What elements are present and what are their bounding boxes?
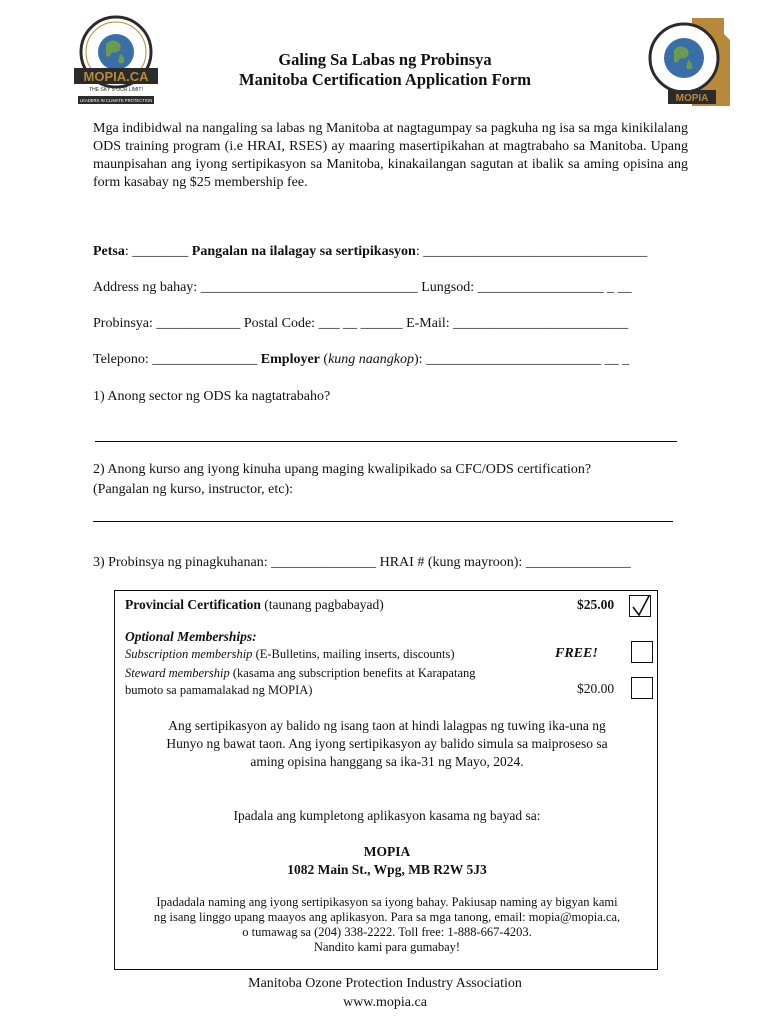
question-1: 1) Anong sector ng ODS ka nagtatrabaho? bbox=[93, 389, 331, 404]
page-title-line1: Galing Sa Labas ng Probinsya bbox=[278, 50, 492, 69]
closing-line-2: ng isang linggo upang maayos ang aplikasyon. Para sa mga tanong, email: mopia@mopia.ca, bbox=[153, 910, 621, 924]
probinsya-pinagkuhanan-field[interactable]: _______________ bbox=[271, 555, 377, 570]
question-3-row bbox=[93, 555, 631, 571]
validity-line-3: aming opisina hanggang sa ika-31 ng Mayo, 2024. bbox=[250, 754, 524, 769]
pangalan-field[interactable]: ________________________________ bbox=[423, 244, 648, 259]
subscription-row bbox=[125, 647, 455, 662]
optional-memberships-heading: Optional Memberships: bbox=[125, 629, 257, 644]
intro-paragraph: Mga indibidwal na nangaling sa labas ng Manitoba at nagtagumpay sa pagkuha ng isa sa mga kinikilalang ODS training program (i.e HRAI, RSES) ay maaring masertipikahan at magtrabaho sa Manitoba. Upang maunpisahan ang iyong sertipikasyon sa Manitoba, kinakailangan sagutan at ibalik sa aming opisina ang form kasabay ng $25 membership fee. bbox=[93, 121, 688, 190]
steward-checkbox[interactable] bbox=[631, 677, 653, 699]
hrai-label: HRAI # (kung mayroon): bbox=[379, 555, 523, 570]
provincial-cert-row bbox=[125, 597, 384, 613]
address-label: Address ng bahay: bbox=[93, 280, 198, 295]
address-name: MOPIA bbox=[363, 844, 411, 859]
left-logo-tagline: THE SKY'S OUR LIMIT! bbox=[89, 87, 143, 93]
probinsya-pinagkuhanan-label: 3) Probinsya ng pinagkuhanan: bbox=[93, 555, 268, 570]
provincial-cert-checkbox[interactable] bbox=[629, 595, 651, 617]
employer-field[interactable]: _________________________ __ _ bbox=[426, 352, 630, 367]
postal-code-label: Postal Code: bbox=[243, 316, 316, 331]
petsa-pangalan-row: Petsa: ________ Pangalan na ilalagay sa sertipikasyon: ________________________________ bbox=[93, 244, 648, 259]
probinsya-label: Probinsya: bbox=[93, 316, 153, 331]
subscription-label: Subscription membership bbox=[125, 647, 253, 661]
subscription-price: FREE! bbox=[555, 646, 598, 661]
employer-note: kung naangkop bbox=[328, 352, 414, 367]
lungsod-field[interactable]: __________________ _ __ bbox=[477, 280, 632, 295]
steward-note: (kasama ang subscription benefits at Karapatang bbox=[232, 666, 476, 680]
postal-code-field[interactable]: ___ __ ______ bbox=[318, 316, 403, 331]
petsa-field[interactable]: ________ bbox=[132, 244, 189, 259]
email-label: E-Mail: bbox=[406, 316, 450, 331]
question-2-line2: (Pangalan ng kurso, instructor, etc): bbox=[93, 482, 294, 497]
validity-line-1: Ang sertipikasyon ay balido ng isang taon at hindi lalagpas ng tuwing ika-una ng bbox=[168, 718, 606, 733]
question-2-answer-line[interactable] bbox=[93, 521, 673, 522]
address-row bbox=[93, 280, 632, 296]
steward-note-2: bumoto sa pamamalakad ng MOPIA) bbox=[125, 683, 313, 697]
validity-line-2: Hunyo ng bawat taon. Ang iyong sertipikasyon ay balido simula sa maiproseso sa bbox=[166, 736, 608, 751]
closing-line-4: Nandito kami para gumabay! bbox=[313, 940, 461, 954]
email-field[interactable]: _________________________ bbox=[453, 316, 629, 331]
hrai-field[interactable]: _______________ bbox=[525, 555, 631, 570]
provincial-cert-label: Provincial Certification bbox=[125, 597, 261, 612]
footer-org: Manitoba Ozone Protection Industry Association bbox=[248, 976, 522, 991]
footer-site-link[interactable]: www.mopia.ca bbox=[343, 995, 427, 1010]
probinsya-row bbox=[93, 316, 628, 332]
question-2-line1: 2) Anong kurso ang iyong kinuha upang maging kwalipikado sa CFC/ODS certification? bbox=[93, 462, 592, 477]
right-logo-brand: MOPIA bbox=[675, 93, 709, 104]
question-1-answer-line[interactable] bbox=[95, 441, 677, 442]
telepono-field[interactable]: _______________ bbox=[152, 352, 258, 367]
membership-box bbox=[114, 590, 658, 970]
address-street: 1082 Main St., Wpg, MB R2W 5J3 bbox=[287, 862, 487, 877]
telepono-row: Telepono: _______________ Employer (kung naangkop): _________________________ __ _ bbox=[93, 352, 630, 367]
page-title-line2: Manitoba Certification Application Form bbox=[239, 70, 531, 89]
closing-line-1: Ipadadala naming ang iyong sertipikasyon sa iyong bahay. Pakiusap naming ay bigyan kami bbox=[156, 895, 618, 909]
provincial-cert-price: $25.00 bbox=[577, 597, 615, 612]
steward-label: Steward membership bbox=[125, 666, 230, 680]
lungsod-label: Lungsod: bbox=[421, 280, 475, 295]
probinsya-field[interactable]: ____________ bbox=[156, 316, 241, 331]
telepono-label: Telepono: bbox=[93, 352, 149, 367]
steward-row bbox=[125, 666, 476, 681]
petsa-label: Petsa bbox=[93, 244, 125, 259]
pangalan-label: Pangalan na ilalagay sa sertipikasyon bbox=[191, 244, 416, 259]
closing-line-3: o tumawag sa (204) 338-2222. Toll free: 1-888-667-4203. bbox=[242, 925, 532, 939]
subscription-note: (E-Bulletins, mailing inserts, discounts) bbox=[255, 647, 455, 661]
check-mark-icon bbox=[630, 596, 652, 618]
provincial-cert-note: (taunang pagbabayad) bbox=[264, 597, 384, 612]
address-field[interactable]: _______________________________ bbox=[200, 280, 418, 295]
left-logo-brand: MOPIA.CA bbox=[83, 69, 149, 84]
left-logo-sub: LEADERS IN CLIMATE PROTECTION bbox=[79, 98, 153, 103]
steward-price: $20.00 bbox=[577, 681, 615, 696]
subscription-checkbox[interactable] bbox=[631, 641, 653, 663]
employer-label: Employer bbox=[260, 352, 320, 367]
send-instructions: Ipadala ang kumpletong aplikasyon kasama ng bayad sa: bbox=[233, 808, 541, 823]
